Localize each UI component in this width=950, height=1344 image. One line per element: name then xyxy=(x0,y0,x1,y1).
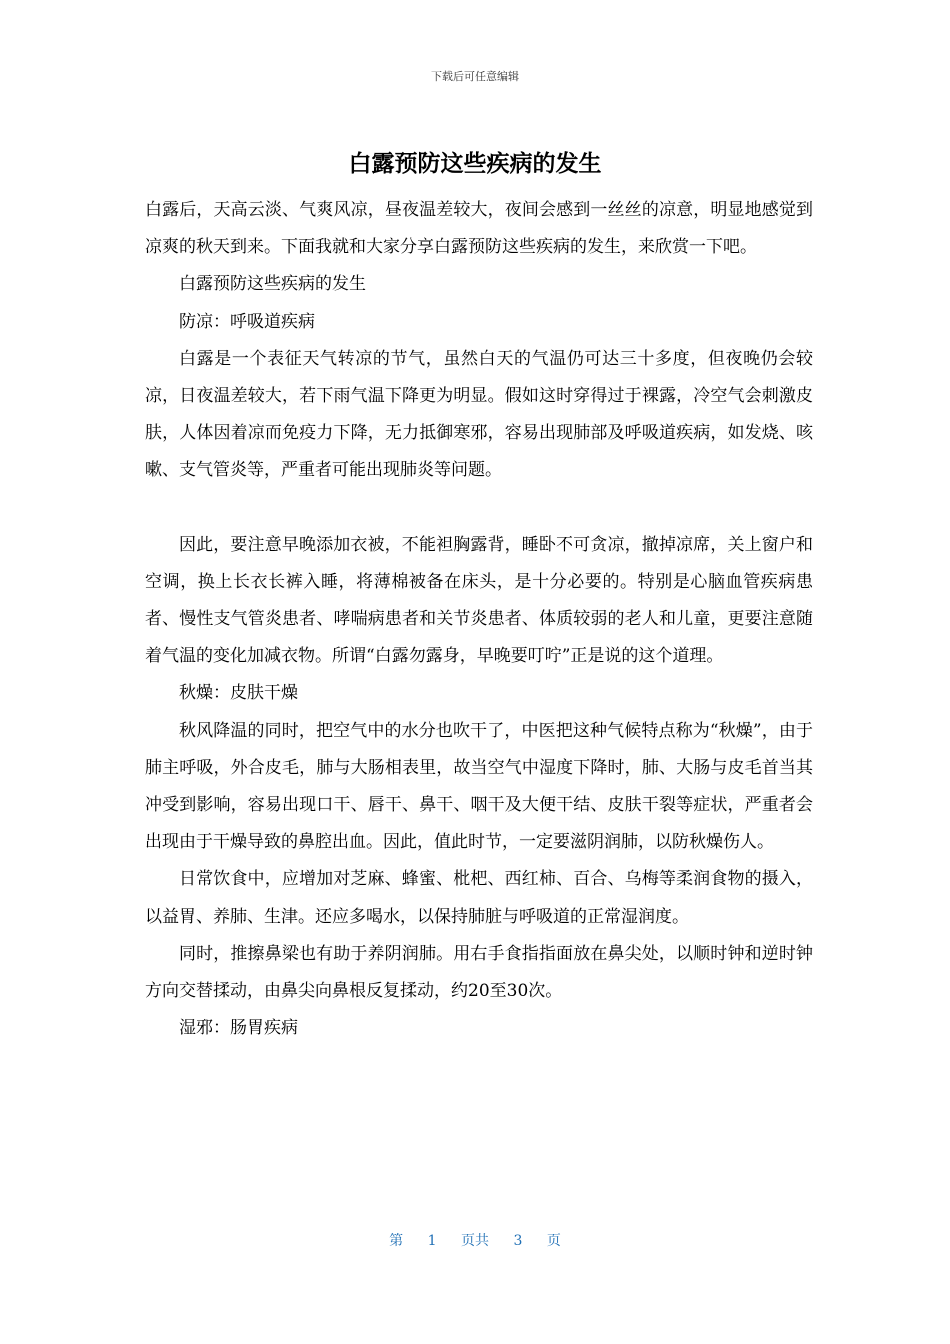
header-note: 下载后可任意编辑 xyxy=(431,70,519,83)
section-heading-dryness: 秋燥：皮肤干燥 xyxy=(179,683,298,704)
section-heading-dampness: 湿邪：肠胃疾病 xyxy=(179,1018,298,1039)
footer-label-page: 第 xyxy=(389,1233,404,1249)
paragraph-dryness-intro: 秋风降温的同时，把空气中的水分也吹干了，中医把这种气候特点称为“秋燥”，由于肺主呼吸，外合皮毛，肺与大肠相表里，故当空气中湿度下降时，肺、大肠与皮毛首当其冲受到影响，容易出现口干、唇干、鼻干、咽干及大便干结、皮肤干裂等症状，严重者会出现由于干燥导致的鼻腔出血。因此，值此时节，一定要滋阴润肺，以防秋燥伤人。 xyxy=(145,720,813,853)
footer-label-end: 页 xyxy=(546,1233,561,1249)
footer-current-page: 1 xyxy=(427,1233,437,1249)
document-body xyxy=(145,192,813,1047)
paragraph-diet: 日常饮食中，应增加对芝麻、蜂蜜、枇杷、西红柿、百合、乌梅等柔润食物的摄入，以益胃、养肺、生津。还应多喝水，以保持肺脏与呼吸道的正常湿润度。 xyxy=(145,869,813,927)
footer-label-total: 页共 xyxy=(461,1233,489,1249)
footer-total-pages: 3 xyxy=(513,1233,523,1249)
intro-paragraph: 白露后，天高云淡、气爽风凉，昼夜温差较大，夜间会感到一丝丝的凉意，明显地感觉到凉爽的秋天到来。下面我就和大家分享白露预防这些疾病的发生，来欣赏一下吧。 xyxy=(145,200,813,258)
section-heading: 白露预防这些疾病的发生 xyxy=(179,274,366,295)
page-number-footer xyxy=(0,1230,950,1250)
paragraph-cold-intro: 白露是一个表征天气转凉的节气，虽然白天的气温仍可达三十多度，但夜晚仍会较凉，日夜温差较大，若下雨气温下降更为明显。假如这时穿得过于裸露，冷空气会刺激皮肤，人体因着凉而免疫力下降，无力抵御寒邪，容易出现肺部及呼吸道疾病，如发烧、咳嗽、支气管炎等，严重者可能出现肺炎等问题。 xyxy=(145,348,813,481)
paragraph-spacer xyxy=(145,490,813,527)
document-title: 白露预防这些疾病的发生 xyxy=(348,151,602,177)
paragraph-nose-massage: 同时，推擦鼻梁也有助于养阴润肺。用右手食指指面放在鼻尖处，以顺时钟和逆时钟方向交替揉动，由鼻尖向鼻根反复揉动，约20至30次。 xyxy=(145,943,813,1002)
section-heading-cold: 防凉：呼吸道疾病 xyxy=(179,311,315,332)
paragraph-cold-advice: 因此，要注意早晚添加衣被，不能袒胸露背，睡卧不可贪凉，撤掉凉席，关上窗户和空调，换上长衣长裤入睡，将薄棉被备在床头，是十分必要的。特别是心脑血管疾病患者、慢性支气管炎患者、哮喘病患者和关节炎患者、体质较弱的老人和儿童，更要注意随着气温的变化加减衣物。所谓“白露勿露身，早晚要叮咛”正是说的这个道理。 xyxy=(145,534,813,667)
